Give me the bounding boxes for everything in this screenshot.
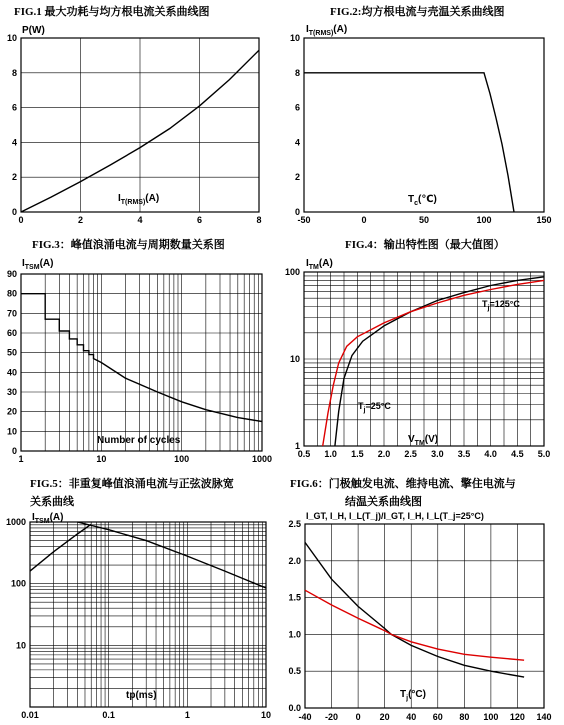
fig2-series-0 bbox=[304, 73, 514, 212]
fig5-series-1 bbox=[77, 522, 266, 588]
fig6-xtick: -40 bbox=[298, 712, 312, 722]
fig4-ylabel: $I_{TM}(A)$ bbox=[306, 258, 333, 271]
fig1-xtick: 8 bbox=[256, 215, 262, 225]
fig6-ytick: 2.0 bbox=[288, 555, 301, 566]
fig6-xlabel: $T_j(^\circ C)$ bbox=[400, 689, 426, 702]
fig6-series-1 bbox=[305, 590, 524, 660]
fig4-title: FIG.4：输出特性图（最大值图） bbox=[345, 239, 505, 251]
fig6-title-line1: FIG.6：门极触发电流、维持电流、擎住电流与 bbox=[290, 478, 516, 490]
fig1-ytick: 2 bbox=[11, 172, 17, 183]
fig6-title-line2: 结温关系曲线图 bbox=[345, 496, 422, 508]
fig3-ytick: 0 bbox=[11, 446, 17, 456]
fig4-xtick: 2.0 bbox=[377, 449, 391, 459]
fig3-chart bbox=[0, 252, 282, 467]
fig2-xtick: 0 bbox=[361, 215, 367, 225]
fig1-ytick: 4 bbox=[11, 137, 17, 148]
fig3-ytick: 80 bbox=[6, 288, 17, 299]
fig5-frame bbox=[30, 522, 266, 707]
fig3-ytick: 30 bbox=[6, 387, 17, 397]
fig2-xtick: 50 bbox=[418, 215, 430, 225]
fig2-title: FIG.2:均方根电流与壳温关系曲线图 bbox=[330, 6, 505, 18]
fig5-series-0 bbox=[30, 524, 91, 571]
fig6-xtick: 100 bbox=[483, 712, 499, 722]
fig1-ytick: 8 bbox=[11, 67, 17, 78]
fig5-ytick: 100 bbox=[10, 578, 26, 589]
fig6-xtick: -20 bbox=[325, 712, 339, 722]
fig2-ylabel: $I_{T(RMS)}(A)$ bbox=[306, 24, 348, 37]
fig5-ylabel: $I_{TSM}(A)$ bbox=[32, 512, 64, 525]
fig5-xtick: 10 bbox=[260, 710, 272, 720]
fig2-ytick: 8 bbox=[294, 67, 300, 78]
fig4-xtick: 4.0 bbox=[484, 449, 497, 459]
fig5-ytick: 1000 bbox=[5, 517, 26, 527]
fig4-xtick: 4.5 bbox=[511, 449, 524, 459]
fig1-title: FIG.1 最大功耗与均方根电流关系曲线图 bbox=[14, 6, 210, 18]
fig4-xtick: 2.5 bbox=[404, 449, 417, 459]
fig2-ytick: 0 bbox=[294, 207, 300, 217]
fig6-xtick: 80 bbox=[459, 712, 470, 722]
fig3-xtick: 1 bbox=[18, 454, 24, 464]
fig3-title: FIG.3：峰值浪涌电流与周期数量关系图 bbox=[32, 239, 225, 251]
fig3-series-0 bbox=[21, 294, 262, 422]
fig4-annotation-25c: $T_j=25^\circ C$ bbox=[358, 401, 391, 414]
fig4-xtick: 0.5 bbox=[297, 449, 311, 459]
fig6-ytick: 0.5 bbox=[288, 666, 301, 677]
fig4-chart bbox=[282, 252, 564, 467]
fig6-ytick: 1.0 bbox=[288, 629, 301, 640]
fig1-ytick: 10 bbox=[6, 33, 17, 43]
fig5-xlabel: tp(ms) bbox=[126, 690, 157, 701]
fig1-chart bbox=[0, 18, 282, 233]
fig5-title-line2: 关系曲线 bbox=[30, 496, 74, 508]
fig5-xtick: 1 bbox=[184, 710, 190, 720]
fig4-xtick: 5.0 bbox=[537, 449, 551, 459]
fig4-ytick: 100 bbox=[284, 267, 300, 277]
fig5-ytick: 10 bbox=[15, 640, 26, 651]
fig3-xlabel: Number of cycles bbox=[97, 435, 181, 446]
fig1-ytick: 0 bbox=[11, 207, 17, 217]
fig4-xtick: 3.0 bbox=[431, 449, 444, 459]
fig2-ytick: 10 bbox=[289, 33, 300, 43]
fig2-ytick: 2 bbox=[294, 172, 300, 183]
fig2-ytick: 4 bbox=[294, 137, 300, 148]
fig3-ytick: 20 bbox=[6, 406, 17, 417]
fig3-xtick: 10 bbox=[96, 454, 107, 464]
fig3-ytick: 70 bbox=[6, 308, 17, 319]
fig6-xtick: 20 bbox=[379, 712, 390, 722]
fig3-ytick: 10 bbox=[6, 426, 17, 437]
fig4-annotation-125c: $T_j=125^\circ C$ bbox=[482, 299, 520, 312]
fig5-xtick: 0.01 bbox=[21, 710, 39, 720]
fig3-frame bbox=[21, 274, 262, 451]
fig1-ylabel: P(W) bbox=[22, 25, 45, 36]
fig5-xtick: 0.1 bbox=[102, 710, 115, 720]
fig3-ytick: 90 bbox=[6, 269, 17, 279]
fig3-ytick: 50 bbox=[6, 347, 17, 358]
fig6-xtick: 0 bbox=[355, 712, 361, 722]
fig4-xtick: 1.0 bbox=[324, 449, 337, 459]
fig1-ytick: 6 bbox=[11, 102, 17, 113]
fig2-xtick: 150 bbox=[536, 215, 552, 225]
fig2-ytick: 6 bbox=[294, 102, 300, 113]
fig1-xtick: 6 bbox=[196, 215, 203, 225]
fig5-title-line1: FIG.5：非重复峰值浪涌电流与正弦波脉宽 bbox=[30, 478, 234, 490]
fig1-xtick: 4 bbox=[137, 215, 143, 225]
fig2-xlabel: $T_c(℃)$ bbox=[408, 194, 437, 207]
fig6-chart bbox=[282, 508, 564, 725]
fig4-xlabel: $V_{TM}(V)$ bbox=[408, 434, 439, 447]
fig6-xtick: 60 bbox=[432, 712, 443, 722]
fig3-xtick: 100 bbox=[174, 454, 190, 464]
fig4-ytick: 10 bbox=[289, 354, 300, 364]
fig4-xtick: 3.5 bbox=[457, 449, 471, 459]
fig5-chart bbox=[0, 508, 282, 725]
fig6-ylabel: I_GT, I_H, I_L(T_j)/I_GT, I_H, I_L(T_j=25°C) bbox=[306, 511, 484, 521]
fig4-xtick: 1.5 bbox=[351, 449, 364, 459]
fig6-frame bbox=[305, 524, 544, 708]
fig3-ylabel: $I_{TSM}(A)$ bbox=[22, 258, 54, 271]
fig6-ytick: 1.5 bbox=[288, 592, 301, 603]
fig2-xtick: 100 bbox=[476, 215, 492, 225]
fig2-frame bbox=[304, 38, 544, 212]
fig3-xtick: 1000 bbox=[251, 454, 273, 464]
fig2-chart bbox=[282, 18, 564, 233]
fig1-xtick: 0 bbox=[18, 215, 24, 225]
fig6-xtick: 140 bbox=[536, 712, 552, 722]
fig2-xtick: -50 bbox=[297, 215, 311, 225]
fig6-ytick: 2.5 bbox=[288, 519, 301, 529]
fig1-xlabel: $I_{T(RMS)}(A)$ bbox=[118, 193, 160, 206]
fig4-ytick: 1 bbox=[294, 441, 300, 451]
fig6-xtick: 40 bbox=[406, 712, 417, 722]
fig1-xtick: 2 bbox=[77, 215, 84, 225]
fig3-ytick: 60 bbox=[6, 328, 17, 338]
fig6-ytick: 0.0 bbox=[288, 703, 301, 713]
fig3-ytick: 40 bbox=[6, 367, 17, 378]
fig6-xtick: 120 bbox=[509, 712, 525, 722]
